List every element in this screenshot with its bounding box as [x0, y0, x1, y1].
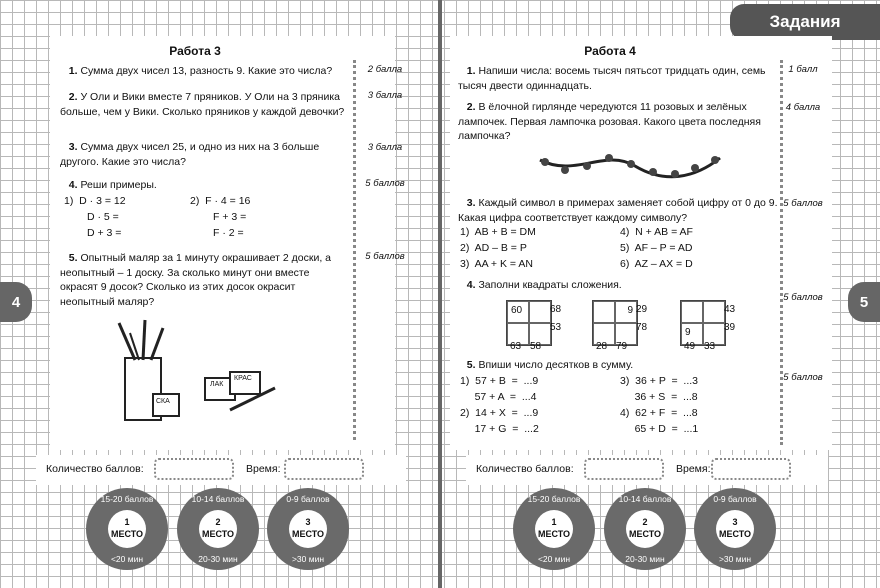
score-field[interactable]	[584, 458, 664, 480]
rank-badge-3: 0-9 баллов 3 МЕСТО >30 мин	[694, 488, 776, 570]
square-cell[interactable]	[703, 301, 725, 323]
rank-badge-1: 15-20 баллов 1 МЕСТО <20 мин	[513, 488, 595, 570]
task-1: 1. Напиши числа: восемь тысяч пятьсот тридцать один, семь тысяч двести одиннадцать.	[458, 65, 766, 92]
example: D · 5 =	[87, 211, 119, 223]
garland-illustration	[535, 148, 725, 184]
row-sum: 43	[724, 304, 736, 315]
symbol-example: 5) AF – P = AD	[620, 242, 693, 254]
sum-example: 4) 62 + F = ...8	[620, 407, 698, 419]
time-label: Время:	[676, 463, 711, 475]
row-sum: 53	[550, 322, 562, 333]
score: 2 балла	[367, 64, 403, 75]
row-sum: 78	[636, 322, 648, 333]
square-cell[interactable]: 9	[681, 323, 703, 345]
score: 5 баллов	[783, 372, 823, 383]
right-page-panel	[450, 36, 832, 450]
score-divider	[353, 60, 356, 440]
addition-square[interactable]	[680, 300, 726, 346]
score-field[interactable]	[154, 458, 234, 480]
time-field[interactable]	[711, 458, 791, 480]
paint-label: СКА	[156, 398, 170, 405]
row-sum: 68	[550, 304, 562, 315]
row-sum: 39	[724, 322, 736, 333]
task-5: 5. Опытный маляр за 1 минуту окрашивает 2 доски, а неопытный – 1 доску. За сколько минут они вместе окрасят 9 досок? Сколько из этих досок окрасит неопытный маляр?	[60, 252, 331, 308]
score-label: Количество баллов:	[476, 463, 574, 475]
square-cell[interactable]	[593, 301, 615, 323]
score: 1 балл	[788, 64, 818, 75]
score: 3 балла	[367, 142, 403, 153]
book-spine	[438, 0, 442, 588]
task-3: 3. Каждый символ в примерах заменяет собой цифру от 0 до 9. Какая цифра соответствует каждому символу?	[458, 197, 778, 224]
example: 2) F · 4 = 16	[190, 195, 251, 207]
task-5: 5. Впиши число десятков в сумму.	[466, 359, 634, 371]
symbol-example: 1) AB + B = DM	[460, 226, 536, 238]
right-footer	[466, 455, 828, 485]
work-title: Работа 4	[584, 44, 636, 58]
col-sum: 63	[510, 341, 522, 352]
square-cell[interactable]	[529, 301, 551, 323]
square-cell[interactable]	[681, 301, 703, 323]
example: F + 3 =	[213, 211, 247, 223]
sum-example: 17 + G = ...2	[460, 423, 539, 435]
col-sum: 49	[684, 341, 696, 352]
task-2: 2. У Оли и Вики вместе 7 пряников. У Оли на 3 пряника больше, чем у Вики. Сколько пряников у каждой девочки?	[60, 91, 345, 118]
rank-badge-2: 10-14 баллов 2 МЕСТО 20-30 мин	[604, 488, 686, 570]
example: F · 2 =	[213, 227, 244, 239]
symbol-example: 2) AD – B = P	[460, 242, 527, 254]
score: 5 баллов	[783, 198, 823, 209]
score: 3 балла	[367, 90, 403, 101]
col-sum: 79	[616, 341, 628, 352]
task-3: 3. Сумма двух чисел 25, и одно из них на 3 больше другого. Какие это числа?	[60, 141, 320, 168]
addition-square[interactable]	[506, 300, 552, 346]
symbol-example: 3) AA + K = AN	[460, 258, 533, 270]
symbol-example: 4) N + AB = AF	[620, 226, 693, 238]
rank-badge-2: 10-14 баллов 2 МЕСТО 20-30 мин	[177, 488, 259, 570]
work-title: Работа 3	[169, 44, 221, 58]
left-footer	[36, 455, 406, 485]
page-number-right: 5	[848, 282, 880, 322]
square-cell[interactable]: 60	[507, 301, 529, 323]
sum-example: 65 + D = ...1	[620, 423, 699, 435]
score: 5 баллов	[365, 178, 405, 189]
score-label: Количество баллов:	[46, 463, 144, 475]
paint-label: КРАС	[234, 375, 252, 382]
score-divider	[780, 60, 783, 445]
time-field[interactable]	[284, 458, 364, 480]
score: 5 баллов	[365, 251, 405, 262]
addition-square[interactable]	[592, 300, 638, 346]
sum-example: 1) 57 + B = ...9	[460, 375, 539, 387]
square-cell[interactable]: 9	[615, 301, 637, 323]
paint-brushes-illustration	[105, 318, 285, 428]
task-2: 2. В ёлочной гирлянде чередуются 11 розовых и зелёных лампочек. Первая лампочка розовая. Какого цвета последняя лампочка?	[458, 101, 761, 142]
col-sum: 33	[704, 341, 716, 352]
col-sum: 28	[596, 341, 608, 352]
sum-example: 36 + S = ...8	[620, 391, 698, 403]
sum-example: 2) 14 + X = ...9	[460, 407, 539, 419]
example: D + 3 =	[87, 227, 122, 239]
left-page-panel	[50, 36, 405, 450]
section-tab: Задания	[730, 4, 880, 40]
rank-badge-1: 15-20 баллов 1 МЕСТО <20 мин	[86, 488, 168, 570]
sum-example: 57 + A = ...4	[460, 391, 537, 403]
task-1: 1. Сумма двух чисел 13, разность 9. Какие это числа?	[68, 65, 333, 77]
score: 4 балла	[785, 102, 821, 113]
sum-example: 3) 36 + P = ...3	[620, 375, 699, 387]
symbol-example: 6) AZ – AX = D	[620, 258, 693, 270]
time-label: Время:	[246, 463, 281, 475]
example: 1) D · 3 = 12	[64, 195, 126, 207]
col-sum: 58	[530, 341, 542, 352]
rank-badge-3: 0-9 баллов 3 МЕСТО >30 мин	[267, 488, 349, 570]
row-sum: 29	[636, 304, 648, 315]
task-4: 4. Заполни квадраты сложения.	[466, 279, 622, 291]
paint-label: ЛАК	[210, 381, 224, 388]
task-4: 4. Реши примеры.	[68, 179, 157, 191]
score: 5 баллов	[783, 292, 823, 303]
page-number-left: 4	[0, 282, 32, 322]
